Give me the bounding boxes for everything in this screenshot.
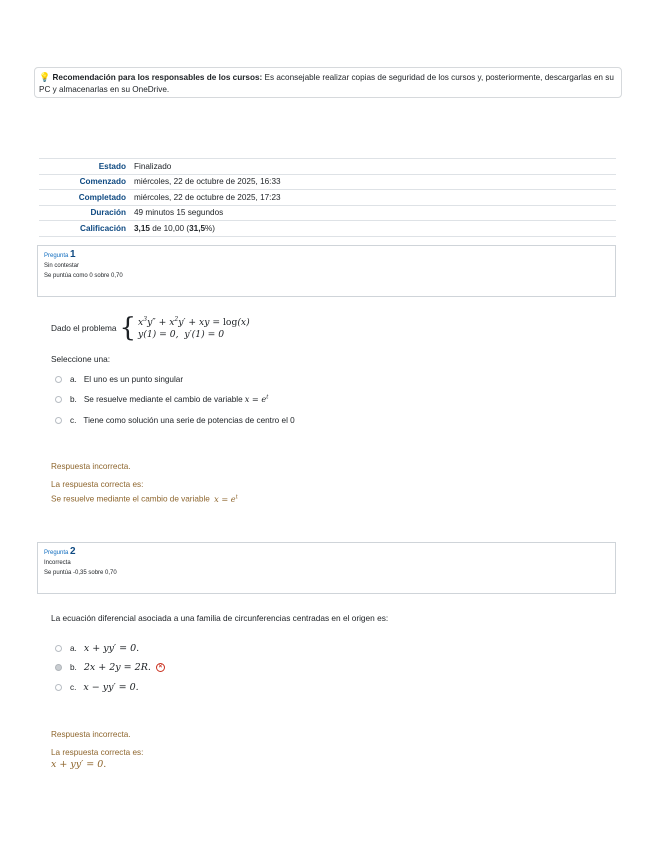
- summary-label: Duración: [90, 208, 126, 218]
- question-2-info: [37, 542, 616, 594]
- question-number: Pregunta 2: [44, 546, 76, 557]
- q2-option-a[interactable]: a. x + yy′ = 0.: [55, 641, 139, 655]
- summary-value: miércoles, 22 de octubre de 2025, 17:23: [134, 192, 281, 202]
- q1-option-a[interactable]: a. El uno es un punto singular: [55, 372, 183, 386]
- summary-label: Comenzado: [79, 177, 126, 187]
- summary-label: Completado: [78, 192, 126, 202]
- notice-title: Recomendación para los responsables de los cursos:: [52, 73, 263, 82]
- notice-text: Es aconsejable realizar copias de seguridad de los cursos y, posteriormente, descargarlas en su PC y almacenarlas en su OneDrive.: [39, 73, 614, 94]
- incorrect-icon: ×: [156, 663, 165, 672]
- lightbulb-icon: 💡: [39, 72, 51, 82]
- summary-label: Estado: [98, 161, 126, 171]
- attempt-summary-table: [39, 158, 616, 237]
- summary-row-grade: [39, 221, 616, 237]
- q2-feedback: Respuesta incorrecta. La respuesta correcta es: x + yy′ = 0.: [51, 730, 144, 770]
- radio-button[interactable]: [55, 417, 62, 424]
- summary-value: Finalizado: [134, 161, 172, 171]
- q1-option-c[interactable]: c. Tiene como solución una serie de potencias de centro el 0: [55, 413, 295, 427]
- summary-row-completed: [39, 190, 616, 206]
- summary-value: 49 minutos 15 segundos: [134, 208, 224, 218]
- question-number: Pregunta 1: [44, 249, 76, 260]
- question-1-text: [51, 314, 250, 341]
- q2-option-b[interactable]: b. 2x + 2y = 2R. ×: [55, 660, 165, 674]
- summary-row-state: [39, 159, 616, 175]
- summary-value: miércoles, 22 de octubre de 2025, 16:33: [134, 177, 281, 187]
- summary-row-duration: [39, 205, 616, 221]
- question-state: Sin contestar: [44, 263, 80, 269]
- select-one-label: Seleccione una:: [51, 354, 111, 364]
- radio-button[interactable]: [55, 645, 62, 652]
- summary-row-started: [39, 174, 616, 190]
- summary-value: 3,15 de 10,00 (31,5%): [134, 223, 216, 233]
- summary-label: Calificación: [80, 223, 126, 233]
- q2-option-c[interactable]: c. x − yy′ = 0.: [55, 680, 139, 694]
- backup-recommendation-notice: [34, 67, 622, 98]
- radio-button[interactable]: [55, 396, 62, 403]
- question-intro: Dado el problema: [51, 322, 117, 333]
- question-mark: Se puntúa como 0 sobre 0,70: [44, 273, 123, 279]
- problem-system: { $x^3y'' + x^2y'$ + xy = log(x) y(1) = 0, y′(1) = 0: [119, 312, 250, 343]
- radio-button-selected[interactable]: [55, 664, 62, 671]
- q1-feedback: Respuesta incorrecta. La respuesta correcta es: Se resuelve mediante el cambio de variable $x = e^t$: [51, 462, 238, 504]
- radio-button[interactable]: [55, 376, 62, 383]
- question-state: Incorrecta: [44, 560, 71, 566]
- q1-option-b[interactable]: b. Se resuelve mediante el cambio de variable $x = e^t$: [55, 392, 268, 406]
- radio-button[interactable]: [55, 684, 62, 691]
- question-1-info: [37, 245, 616, 297]
- question-2-text: La ecuación diferencial asociada a una familia de circunferencias centradas en el origen es:: [51, 613, 389, 623]
- question-mark: Se puntúa -0,35 sobre 0,70: [44, 570, 117, 576]
